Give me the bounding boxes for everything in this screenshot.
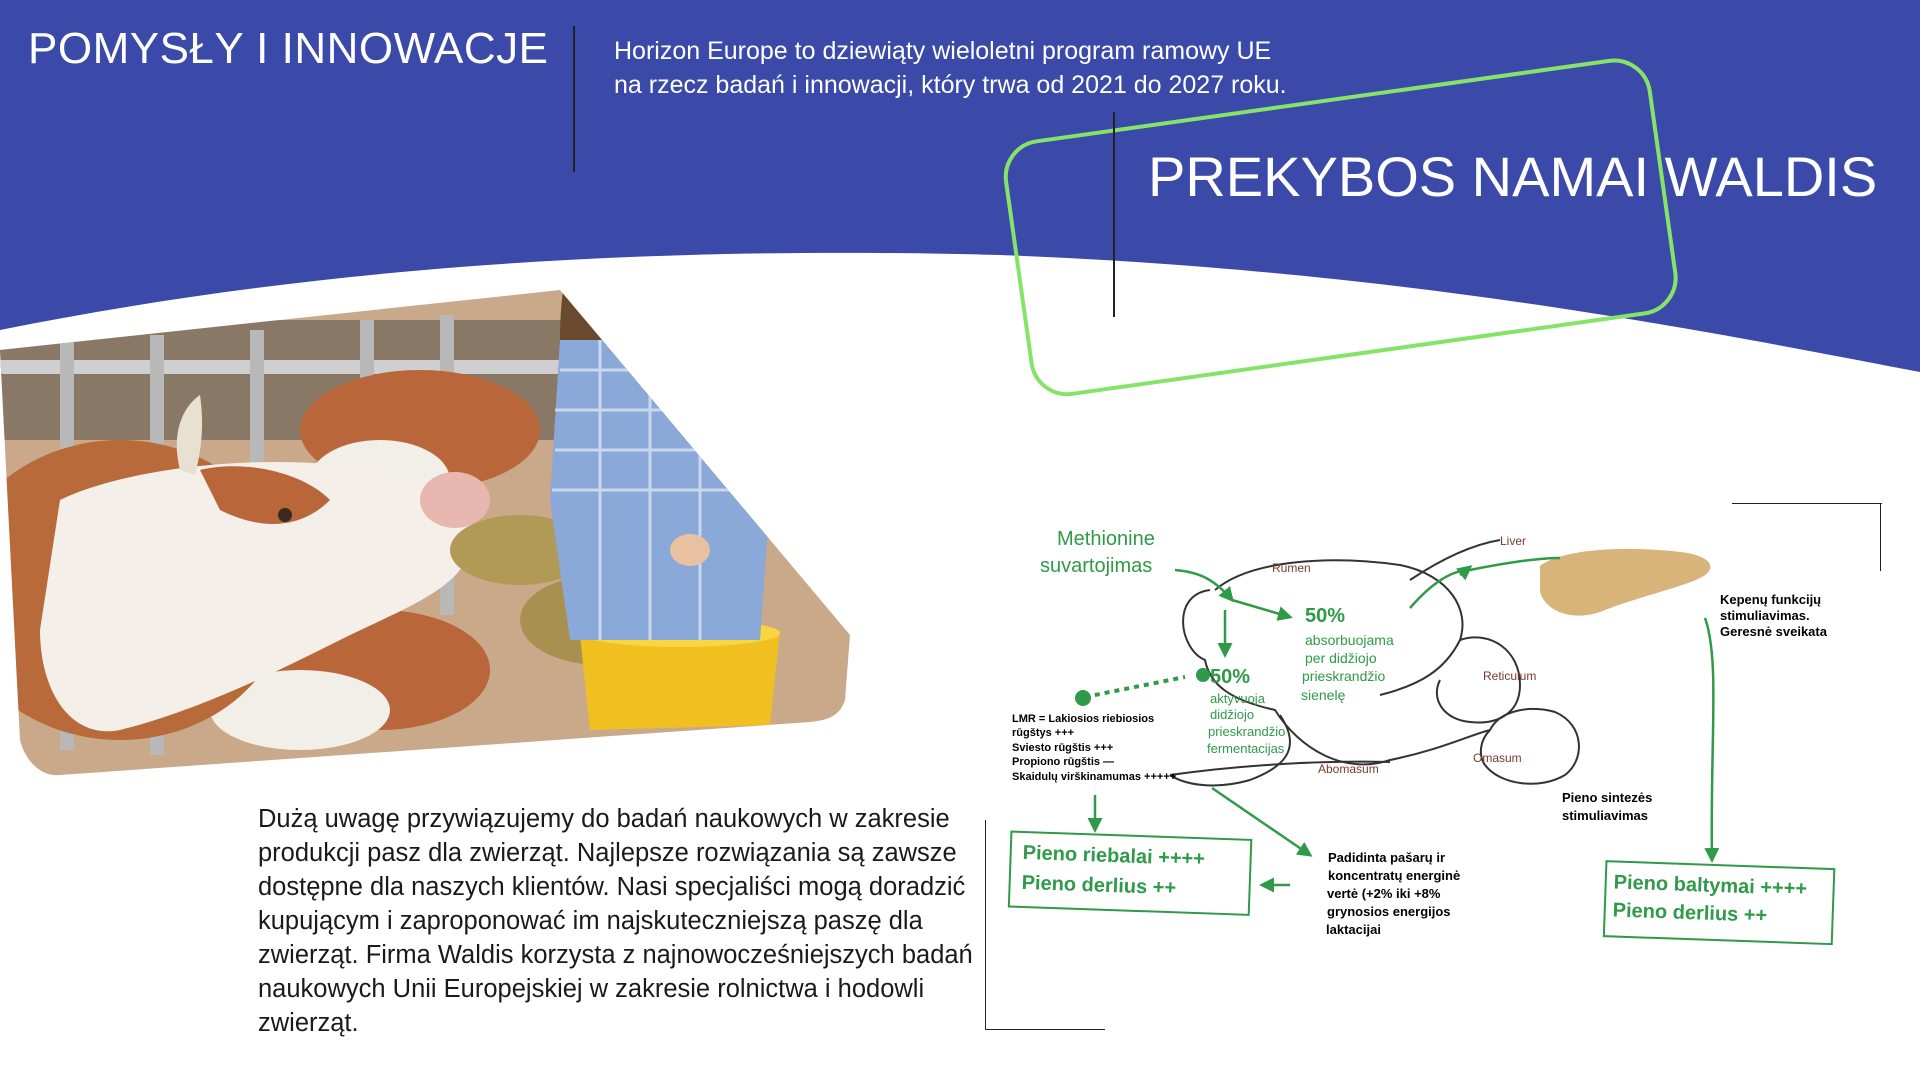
methionine-diagram [1000,500,1910,970]
milk-synthesis-0: Pieno sintezės [1562,790,1653,805]
absorbed-line-1: per didžiojo [1305,650,1377,666]
absorbed-line-3: sienelę [1301,687,1346,703]
box-right-line-2: Pieno derlius ++ [1612,899,1768,927]
section-title: POMYSŁY I INNOWACJE [28,24,549,73]
liver-label: Liver [1500,534,1527,548]
result-box-right [1604,861,1834,944]
fermentation-line-0: aktyvuoja [1210,691,1265,706]
feed-line-4: laktacijai [1326,922,1381,937]
fermentation-line-1: didžiojo [1210,707,1255,722]
box-left-line-2: Pieno derlius ++ [1021,871,1177,900]
box-left-line-1: Pieno riebalai ++++ [1022,841,1206,871]
pct-absorbed: 50% [1305,605,1346,627]
liver-note-1: stimuliavimas. [1720,608,1810,623]
rumen-label: Rumen [1272,561,1311,575]
lmr-line-1: rūgštys +++ [1012,727,1075,739]
body-divider-foot [985,1029,1105,1030]
lmr-line-4: Skaidulų virškinamumas +++++ [1012,771,1177,783]
lmr-line-2: Sviesto rūgštis +++ [1012,742,1114,754]
methionine-label-2: suvartojimas [1040,555,1153,577]
reticulum-label: Reticulum [1483,669,1537,683]
intro-text: Horizon Europe to dziewiąty wieloletni program ramowy UE na rzecz badań i innowacji, który trwa od 2021 do 2027 roku. [614,37,1287,99]
box-right-line-1: Pieno baltymai ++++ [1613,871,1808,901]
feed-line-3: grynosios energijos [1327,904,1451,919]
company-name: PREKYBOS NAMAI WALDIS [1148,145,1878,208]
body-paragraph: Dużą uwagę przywiązujemy do badań naukowych w zakresie produkcji pasz dla zwierząt. Najlepsze rozwiązania są zawsze dostępne dla naszych klientów. Nasi specjaliści mogą doradzić kupującym i zaproponować im najskuteczniejszą paszę dla zwierząt. Firma Waldis korzysta z najnowocześniejszych badań naukowych Unii Europejskiej w zakresie rolnictwa i hodowli zwierząt. [258,805,973,1037]
body-divider [985,820,986,1030]
liver-note-2: Geresnė sveikata [1720,624,1827,639]
farmer-cow-photo [0,170,860,780]
abomasum-label: Abomasum [1318,762,1379,776]
feed-line-0: Padidinta pašarų ir [1328,850,1446,865]
omasum-label: Omasum [1473,751,1522,765]
lmr-line-3: Propiono rūgštis — [1012,756,1115,768]
absorbed-line-0: absorbuojama [1305,632,1394,648]
feed-line-2: vertė (+2% iki +8% [1327,886,1441,901]
fermentation-line-2: prieskrandžio [1208,724,1286,739]
feed-line-1: koncentratų energinė [1328,868,1461,883]
absorbed-line-2: prieskrandžio [1302,668,1386,684]
lmr-line-0: LMR = Lakiosios riebiosios [1012,713,1155,725]
liver-note-0: Kepenų funkcijų [1720,592,1822,607]
milk-synthesis-1: stimuliavimas [1562,808,1648,823]
methionine-label-1: Methionine [1057,528,1155,550]
pct-fermentation: 50% [1210,666,1251,688]
result-box-left [1009,832,1251,915]
company-divider [1113,112,1115,317]
fermentation-line-3: fermentacijas [1207,741,1285,756]
title-divider [573,26,575,172]
liver-shape [1540,549,1710,616]
